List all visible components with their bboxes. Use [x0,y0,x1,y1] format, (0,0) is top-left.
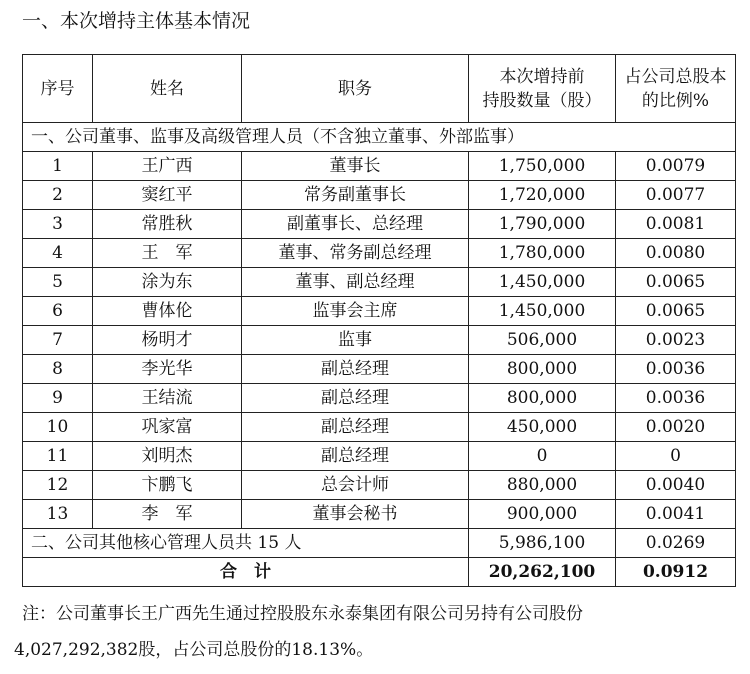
cell-name: 李 军 [93,500,242,529]
cell-name: 涂为东 [93,268,242,297]
cell-position: 副总经理 [242,384,469,413]
section2-shares: 5,986,100 [469,529,616,558]
cell-position: 监事 [242,326,469,355]
cell-seq: 13 [23,500,93,529]
header-seq: 序号 [23,55,93,123]
table-row [23,181,736,210]
header-ratio-line1: 占公司总股本 [624,66,727,87]
cell-seq: 3 [23,210,93,239]
footnote-line2: 4,027,292,382股，占公司总股份的18.13%。 [14,640,374,660]
cell-position: 董事会秘书 [242,500,469,529]
cell-shares: 0 [469,442,616,471]
cell-name: 常胜秋 [93,210,242,239]
table-row [23,326,736,355]
table-row [23,355,736,384]
cell-ratio: 0.0036 [616,384,736,413]
cell-position: 总会计师 [242,471,469,500]
cell-ratio: 0.0065 [616,268,736,297]
cell-name: 王结流 [93,384,242,413]
cell-position: 董事长 [242,152,469,181]
holdings-table [22,54,736,587]
cell-seq: 10 [23,413,93,442]
cell-shares: 450,000 [469,413,616,442]
cell-position: 副总经理 [242,355,469,384]
cell-seq: 6 [23,297,93,326]
cell-seq: 4 [23,239,93,268]
cell-ratio: 0.0020 [616,413,736,442]
section1-label: 一、公司董事、监事及高级管理人员（不含独立董事、外部监事） [23,123,736,152]
cell-ratio: 0.0041 [616,500,736,529]
table-row [23,152,736,181]
cell-seq: 5 [23,268,93,297]
table-row [23,471,736,500]
cell-seq: 11 [23,442,93,471]
cell-shares: 506,000 [469,326,616,355]
table-row [23,297,736,326]
header-ratio-line2: 的比例% [641,90,710,111]
cell-seq: 12 [23,471,93,500]
cell-name: 刘明杰 [93,442,242,471]
table-row [23,500,736,529]
table-row [23,384,736,413]
cell-name: 王 军 [93,239,242,268]
total-label: 合 计 [23,558,469,587]
footnote-line1: 注：公司董事长王广西先生通过控股股东永泰集团有限公司另持有公司股份 [22,604,583,624]
cell-ratio: 0.0077 [616,181,736,210]
header-name: 姓名 [93,55,242,123]
header-position: 职务 [242,55,469,123]
cell-seq: 9 [23,384,93,413]
table-row [23,413,736,442]
cell-position: 董事、副总经理 [242,268,469,297]
header-row [23,55,736,123]
table-row [23,210,736,239]
section2-ratio: 0.0269 [616,529,736,558]
cell-ratio: 0.0081 [616,210,736,239]
cell-ratio: 0.0079 [616,152,736,181]
header-shares-line1: 本次增持前 [499,66,585,87]
cell-name: 巩家富 [93,413,242,442]
section2-label: 二、公司其他核心管理人员共 15 人 [23,529,469,558]
section2-row [23,529,736,558]
cell-position: 监事会主席 [242,297,469,326]
cell-shares: 1,450,000 [469,268,616,297]
cell-shares: 900,000 [469,500,616,529]
cell-shares: 1,790,000 [469,210,616,239]
cell-name: 杨明才 [93,326,242,355]
header-ratio [616,55,736,123]
cell-shares: 880,000 [469,471,616,500]
cell-position: 副董事长、总经理 [242,210,469,239]
table-row [23,442,736,471]
cell-ratio: 0.0036 [616,355,736,384]
cell-shares: 800,000 [469,355,616,384]
cell-ratio: 0 [616,442,736,471]
cell-seq: 2 [23,181,93,210]
cell-ratio: 0.0080 [616,239,736,268]
cell-seq: 7 [23,326,93,355]
section1-row [23,123,736,152]
table-row [23,239,736,268]
cell-position: 董事、常务副总经理 [242,239,469,268]
cell-seq: 1 [23,152,93,181]
cell-ratio: 0.0023 [616,326,736,355]
cell-name: 曹体伦 [93,297,242,326]
footnote [14,596,737,668]
total-ratio: 0.0912 [616,558,736,587]
cell-shares: 1,750,000 [469,152,616,181]
cell-shares: 800,000 [469,384,616,413]
cell-shares: 1,720,000 [469,181,616,210]
cell-seq: 8 [23,355,93,384]
cell-position: 副总经理 [242,442,469,471]
header-shares-line2: 持股数量（股） [482,90,602,111]
cell-name: 王广西 [93,152,242,181]
cell-shares: 1,450,000 [469,297,616,326]
header-shares [469,55,616,123]
table-row [23,268,736,297]
total-shares: 20,262,100 [469,558,616,587]
cell-position: 常务副董事长 [242,181,469,210]
cell-ratio: 0.0065 [616,297,736,326]
total-row [23,558,736,587]
section-heading: 一、本次增持主体基本情况 [22,10,251,32]
cell-name: 窦红平 [93,181,242,210]
cell-name: 李光华 [93,355,242,384]
cell-ratio: 0.0040 [616,471,736,500]
cell-name: 卞鹏飞 [93,471,242,500]
cell-position: 副总经理 [242,413,469,442]
cell-shares: 1,780,000 [469,239,616,268]
